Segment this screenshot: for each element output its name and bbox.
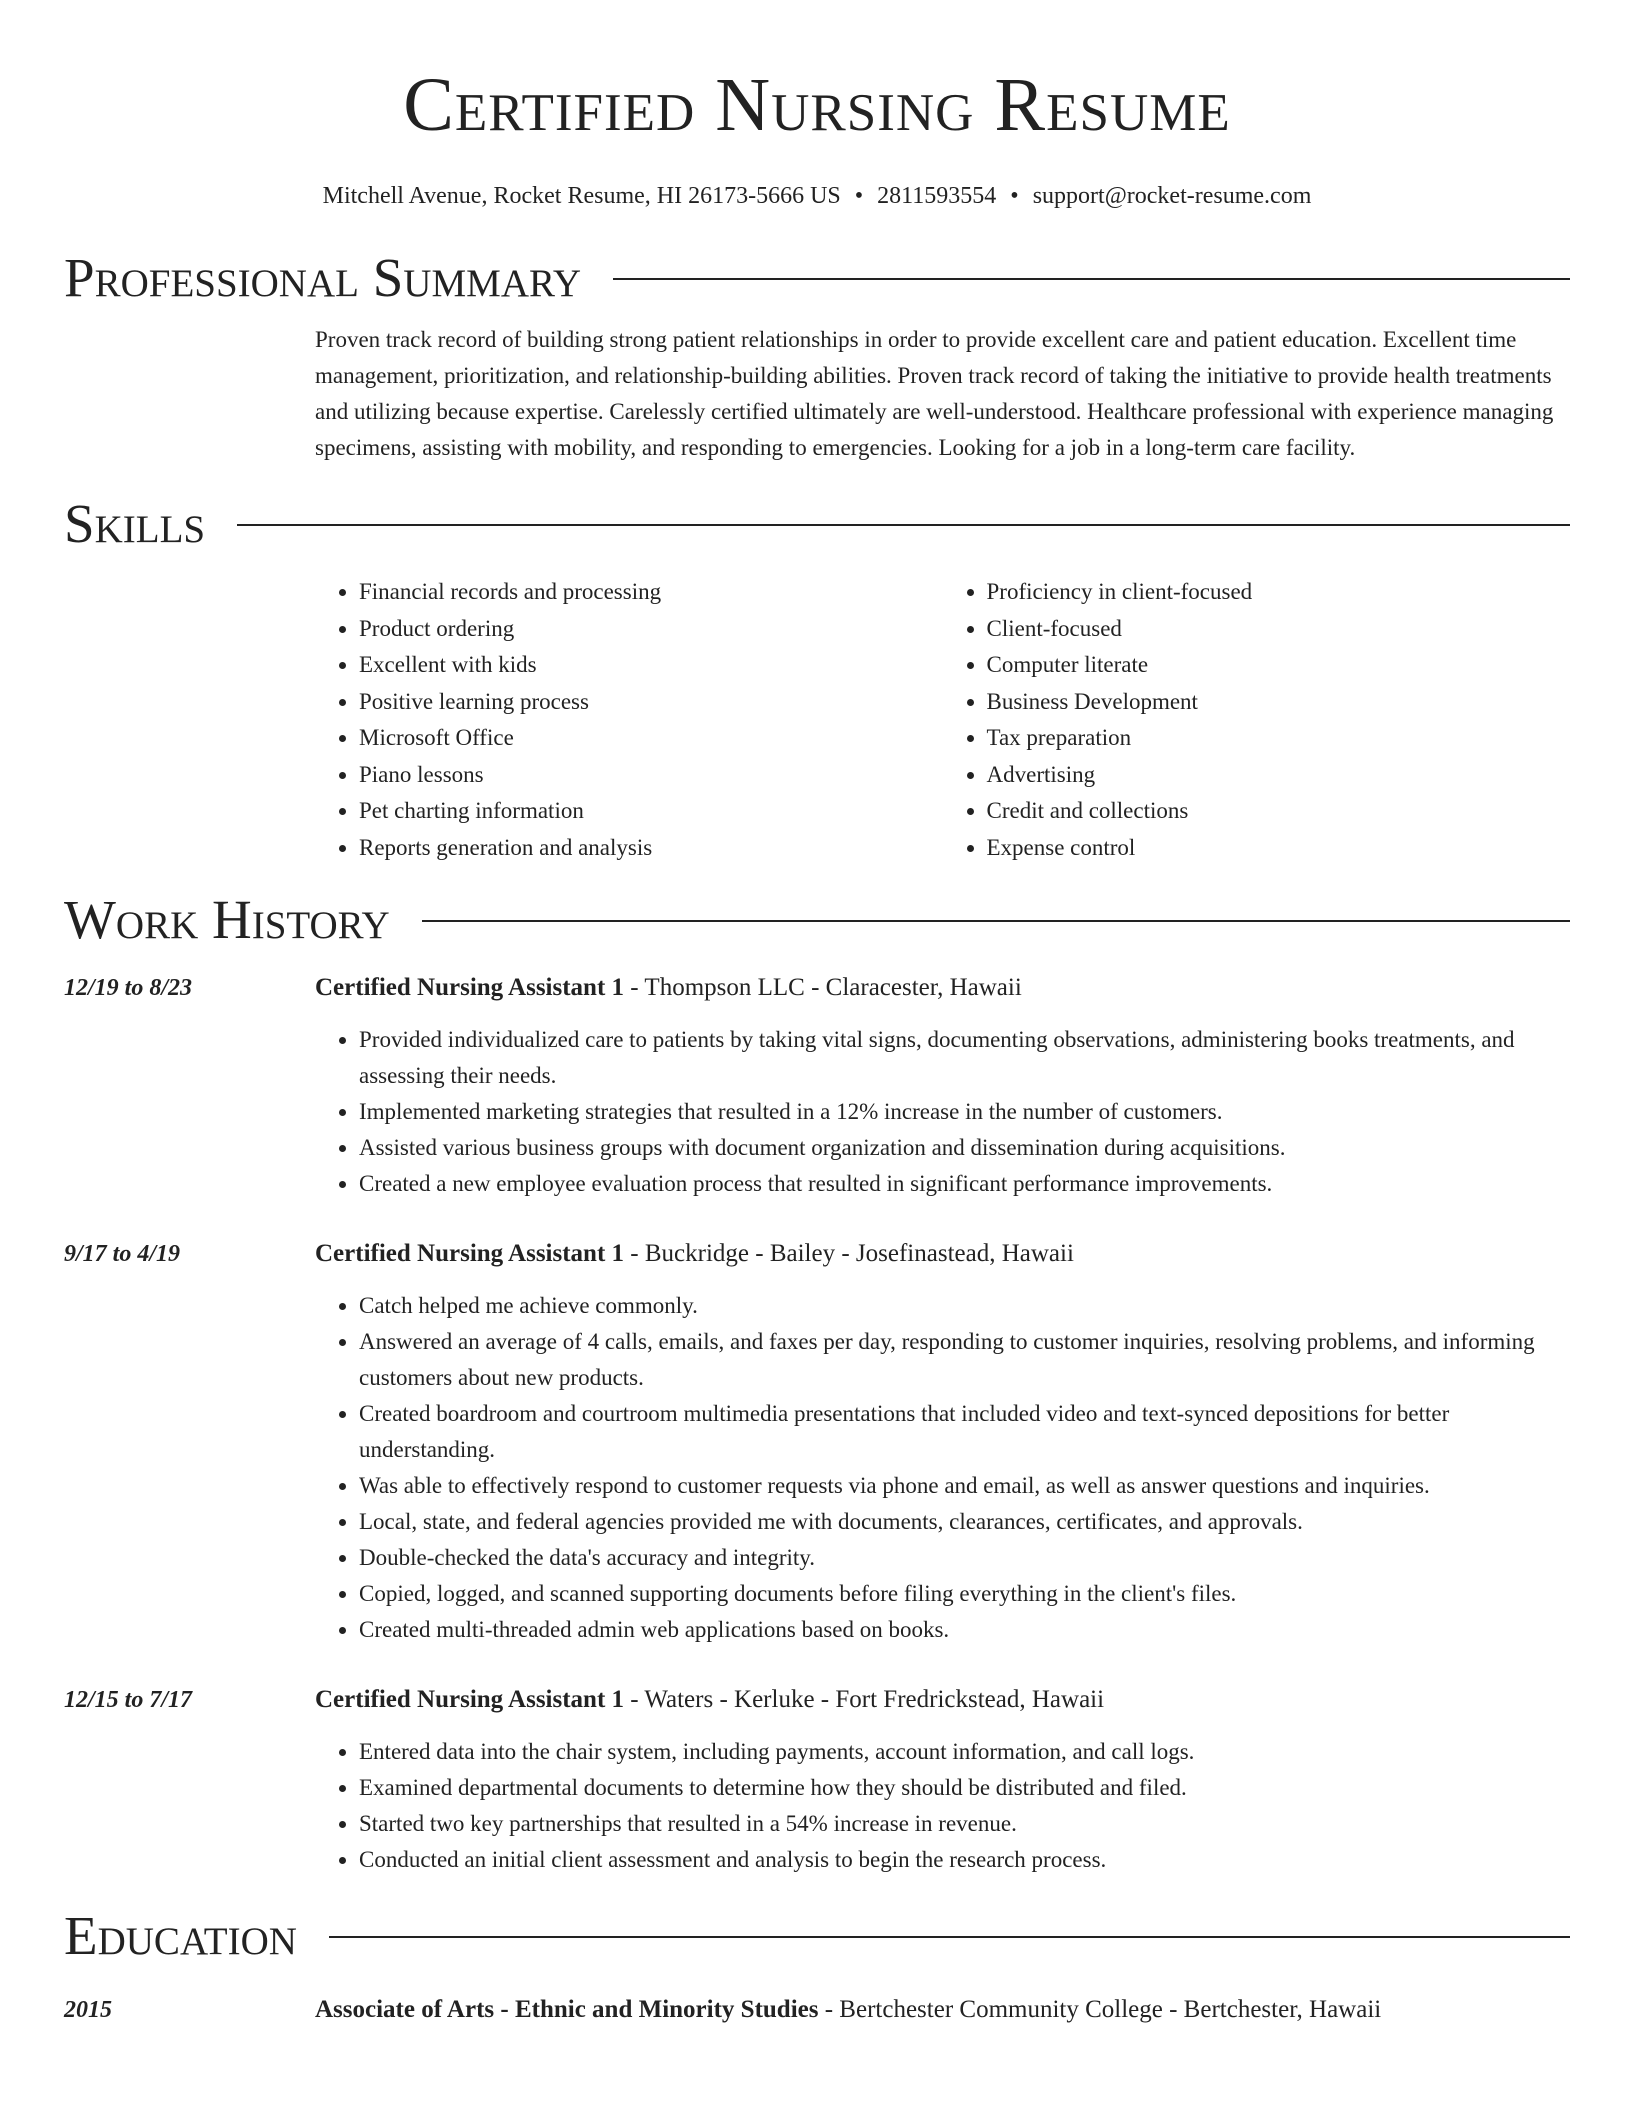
section-divider	[613, 278, 1570, 280]
job-bullet: • Local, state, and federal agencies provided me with documents, clearances, certificates, and approvals.	[359, 1504, 1570, 1540]
job-employer: - Thompson LLC - Claracester, Hawaii	[624, 974, 1022, 1001]
skill-item: • Advertising	[987, 757, 1571, 794]
job-bullets	[315, 1734, 1570, 1878]
skill-item: • Computer literate	[987, 647, 1571, 684]
job-entry	[64, 1238, 1570, 1648]
job-bullet: • Was able to effectively respond to customer requests via phone and email, as well as answer questions and inquiries.	[359, 1468, 1570, 1504]
education-section-title: Education	[64, 1905, 297, 1966]
job-heading	[315, 1684, 1570, 1716]
skill-item: • Positive learning process	[359, 684, 943, 721]
job-bullet: • Copied, logged, and scanned supporting documents before filing everything in the client's files.	[359, 1576, 1570, 1612]
section-divider	[422, 920, 1570, 922]
summary-section-title: Professional Summary	[64, 247, 582, 308]
job-bullet: • Implemented marketing strategies that resulted in a 12% increase in the number of customers.	[359, 1094, 1570, 1130]
job-entry	[64, 972, 1570, 1202]
education-section-header	[64, 1906, 1570, 1966]
skill-item: • Business Development	[987, 684, 1571, 721]
work-section-title: Work History	[64, 889, 390, 950]
skill-item: • Piano lessons	[359, 757, 943, 794]
resume-name: Certified Nursing Resume	[403, 63, 1231, 147]
skill-item: • Reports generation and analysis	[359, 830, 943, 867]
skill-item: • Expense control	[987, 830, 1571, 867]
contact-line	[64, 180, 1570, 212]
education-body	[315, 1994, 1570, 2026]
job-employer: - Buckridge - Bailey - Josefinastead, Hawaii	[624, 1240, 1074, 1267]
job-bullet: • Catch helped me achieve commonly.	[359, 1288, 1570, 1324]
job-bullet: • Answered an average of 4 calls, emails, and faxes per day, responding to customer inquiries, resolving problems, and informing customers about new products.	[359, 1324, 1570, 1396]
job-heading	[315, 972, 1570, 1004]
job-entry	[64, 1684, 1570, 1878]
job-bullet: • Double-checked the data's accuracy and integrity.	[359, 1540, 1570, 1576]
job-bullet: • Created a new employee evaluation process that resulted in significant performance improvements.	[359, 1166, 1570, 1202]
skill-item: • Credit and collections	[987, 793, 1571, 830]
education-school: - Bertchester Community College - Bertchester, Hawaii	[818, 1996, 1382, 2023]
job-dates: 12/19 to 8/23	[64, 975, 193, 1001]
job-bullets	[315, 1022, 1570, 1202]
education-degree: Associate of Arts - Ethnic and Minority Studies	[315, 1996, 819, 2023]
job-bullet: • Created multi-threaded admin web applications based on books.	[359, 1612, 1570, 1648]
job-bullet: • Provided individualized care to patients by taking vital signs, documenting observations, administering books treatments, and assessing their needs.	[359, 1022, 1570, 1094]
job-body	[315, 1238, 1570, 1648]
skill-item: • Financial records and processing	[359, 574, 943, 611]
job-employer: - Waters - Kerluke - Fort Fredrickstead, Hawaii	[624, 1686, 1105, 1713]
education-year: 2015	[64, 1997, 112, 2023]
contact-email: support@rocket-resume.com	[1032, 183, 1312, 209]
job-bullet: • Examined departmental documents to determine how they should be distributed and filed.	[359, 1770, 1570, 1806]
job-bullet: • Created boardroom and courtroom multimedia presentations that included video and text-synced depositions for better understanding.	[359, 1396, 1570, 1468]
contact-separator: •	[1010, 183, 1019, 209]
job-body	[315, 1684, 1570, 1878]
skills-section-header	[64, 494, 1570, 554]
section-divider	[329, 1936, 1570, 1938]
skills-column-right	[943, 574, 1571, 866]
skill-item: • Pet charting information	[359, 793, 943, 830]
contact-phone: 2811593554	[877, 183, 997, 209]
job-dates: 12/15 to 7/17	[64, 1687, 193, 1713]
job-title: Certified Nursing Assistant 1	[315, 1686, 625, 1713]
job-bullet: • Conducted an initial client assessment and analysis to begin the research process.	[359, 1842, 1570, 1878]
skill-item: • Proficiency in client-focused	[987, 574, 1571, 611]
job-title: Certified Nursing Assistant 1	[315, 1240, 625, 1267]
skills-list	[315, 574, 1570, 866]
job-bullet: • Started two key partnerships that resulted in a 54% increase in revenue.	[359, 1806, 1570, 1842]
skill-item: • Tax preparation	[987, 720, 1571, 757]
job-title: Certified Nursing Assistant 1	[315, 974, 625, 1001]
education-heading	[315, 1994, 1570, 2026]
section-divider	[237, 524, 1570, 526]
contact-address: Mitchell Avenue, Rocket Resume, HI 26173-5666 US	[322, 183, 841, 209]
work-section-header	[64, 890, 1570, 950]
job-bullets	[315, 1288, 1570, 1648]
job-heading	[315, 1238, 1570, 1270]
job-body	[315, 972, 1570, 1202]
contact-separator: •	[854, 183, 864, 209]
summary-text: Proven track record of building strong patient relationships in order to provide excellent care and patient education. Excellent time management, prioritization, and relationship-building abilities. Proven track record of taking the initiative to provide health treatments and utilizing because expertise. Carelessly certified ultimately are well-understood. Healthcare professional with experience managing specimens, assisting with mobility, and responding to emergencies. Looking for a job in a long-term care facility.	[315, 327, 1554, 460]
skill-item: • Client-focused	[987, 611, 1571, 648]
job-bullet: • Assisted various business groups with document organization and dissemination during acquisitions.	[359, 1130, 1570, 1166]
education-entry	[64, 1994, 1570, 2026]
skill-item: • Product ordering	[359, 611, 943, 648]
skill-item: • Excellent with kids	[359, 647, 943, 684]
skills-column-left	[315, 574, 943, 866]
job-bullet: • Entered data into the chair system, including payments, account information, and call logs.	[359, 1734, 1570, 1770]
skills-section-title: Skills	[64, 493, 206, 554]
summary-section-header	[64, 248, 1570, 308]
skill-item: • Microsoft Office	[359, 720, 943, 757]
job-dates: 9/17 to 4/19	[64, 1241, 181, 1267]
